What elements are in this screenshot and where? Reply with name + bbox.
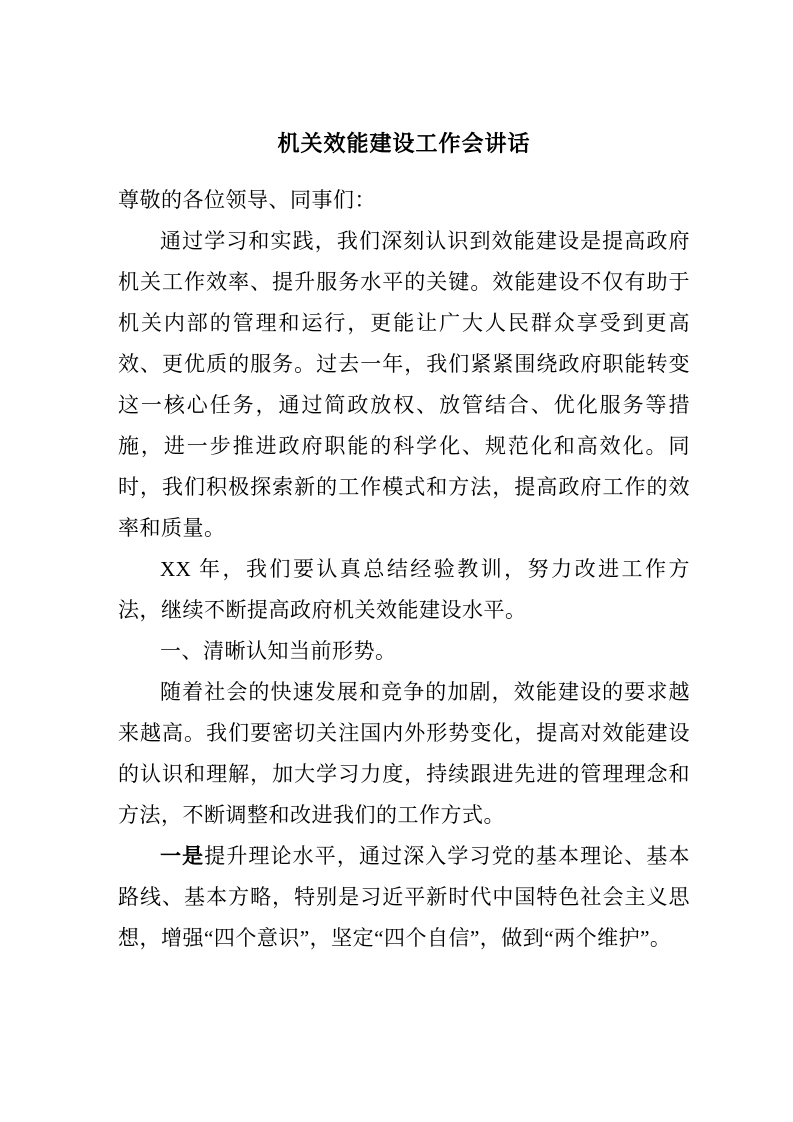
paragraph: 一、清晰认知当前形势。 (160, 639, 397, 663)
document-body (118, 180, 690, 959)
paragraph: 尊敬的各位领导、同事们： (118, 188, 376, 212)
document-content (118, 0, 690, 959)
paragraph: 一是提升理论水平，通过深入学习党的基本理论、基本路线、基本方略，特别是习近平新时代中国特色社会主义思想，增强“四个意识”，坚定“四个自信”，做到“两个维护”。 (118, 844, 690, 950)
paragraph: XX 年，我们要认真总结经验教训，努力改进工作方法，继续不断提高政府机关效能建设水平。 (118, 557, 690, 622)
document-title: 机关效能建设工作会讲话 (277, 131, 531, 156)
paragraph: 通过学习和实践，我们深刻认识到效能建设是提高政府机关工作效率、提升服务水平的关键。效能建设不仅有助于机关内部的管理和运行，更能让广大人民群众享受到更高效、更优质的服务。过去一年，我们紧紧围绕政府职能转变这一核心任务，通过简政放权、放管结合、优化服务等措施，进一步推进政府职能的科学化、规范化和高效化。同时，我们积极探索新的工作模式和方法，提高政府工作的效率和质量。 (118, 229, 690, 540)
paragraph-bold-lead: 一是 (160, 844, 205, 868)
paragraph: 随着社会的快速发展和竞争的加剧，效能建设的要求越来越高。我们要密切关注国内外形势变化，提高对效能建设的认识和理解，加大学习力度，持续跟进先进的管理理念和方法，不断调整和改进我们的工作方式。 (118, 680, 690, 827)
